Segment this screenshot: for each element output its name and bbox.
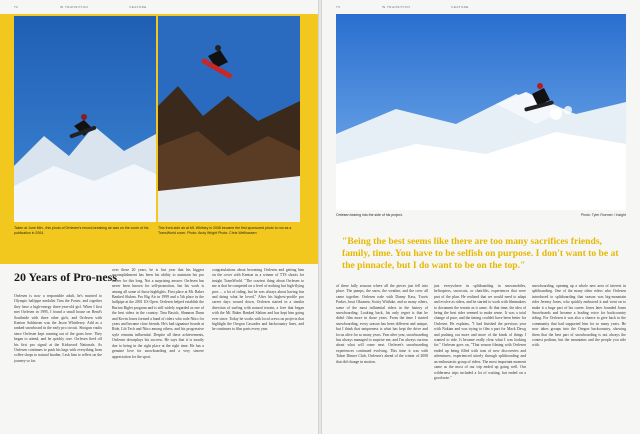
left-column-2: over these 20 years, he is lost year that his biggest accomplishment has been his ability to maintain his pro career for this long. Not a surprising answer. Orrlesen has never been known for self-promotion, but his work is among all some of those highlights. First place at Mt. Baker Banked Slalom. Pro Big Air in 1999 and a 5th place in the halfpipe at the 2001 US Open. Orrlesen helped establish the Burton Riglet program and is still widely regarded as one of the best riders in the country. Tina Basich, Shannon Dunn and Kevin Jones formed a band of riders who rode Nitro for years and became close friends. He's had signature boards at Ride, Lib Tech and Nitro among others, and his progressive style remains influential. Despite all these achievements, Orrlesen downplays his success. He says that it is mostly due to being in the right place at the right time. He has a genuine love for snowboarding and a very sincere appreciation for the sport. [112, 268, 204, 359]
photo2-credit-2: Photo: Chris Wellhausen [218, 230, 257, 235]
page-number: 72 [14, 5, 19, 9]
photo2-caption-text: This front-side air at Mt. Whitney in 2008 became the first sponsored photo to run as a TransWorld cover. [158, 226, 292, 235]
left-folio [14, 5, 187, 9]
photo1-caption: Taken at June Mtn., this photo of Orrlesen's record-breaking air was on the cover of his publication in 2004. [14, 226, 149, 235]
right-page [322, 0, 640, 434]
right-column-1: of these fully seasons where all the pieces just fell into place. The pumps, the snow, the weather, and the crew all came together. Orrlesen rode with Danny Kass, Travis Parker, Jussi Oksanen, Scotty Wittlake, and so many others, some of the most influential riders in the history of snowboarding. Looking back, his only regret is that he didn't film more in those years. From the time I started snowboarding, every season has been different and unique, but I think that uniqueness is what has kept the drive and focus alive for so many years. Year after year, snowboarding has always managed to surprise me, and I'm always curious about what will come next. Orrlesen's snowboarding experiences continued evolving. This time it was with Tahoe Dinner Club, Orrlesen's ahead of the winter of 2008 that did change in motion. [336, 284, 428, 364]
right-column-2: just everywhere in splitboarding in snowmobiles, helicopters, snowcats, or chairlifts, experiences that were part of the plan. He realized that we would need to adapt and evolve as riders, and he started to work with filmmakers to document the terrain as it came. At that time, the idea of being the best rider seemed to make sense. It was a total change of pace, and the timing couldn't have been better for Orrlesen. He explains, "I had finished the previous year with Nokian and was trying to film a part for Mack Dawg and pushing out more and more of the kinds of things I wanted to ride. It became really clear what I was looking for." Orrlesen goes on, "That season filming with Orrlesen ended up being filled with tons of new discoveries and adventures, experienced utterly through splitboarding and an enthusiastic group of riders. The most important moment came as the most of our trip ended up going well. Our wilderness trips included a lot of waiting, but ended on a good note." [434, 284, 526, 380]
right-folio [336, 5, 509, 9]
snowboarder-powder-photo [336, 14, 626, 210]
section-label: IN TRANSITION [381, 5, 411, 9]
snowboarder-rock-photo [158, 16, 300, 222]
section-label: IN TRANSITION [59, 5, 89, 9]
category-label: FEATURE [129, 5, 147, 9]
left-column-1: Orrlesen is now a responsible adult, he's married to Olympic halfpipe medalist Tina the Foster, and together they have a high-energy three-year-old girl. When I first met Orrlesen in 1995, I found a small house on Bend's Southside with three other girls, and Orrlesen with Kenton Sahlstrom was the Jason Whittlesey. Add as a ranked snowboard in the early pro circuit. Shotgun vaults since Orrlesen kept running out of the grass here. They began to attend, and he quickly rose. Orrlesen fired off his first pro signal at the Kirkwood Nationals. As Orrlesen continues to push his hags with everything from coffee shops to natural burden, I ask him to reflect on the journey so far. [14, 294, 102, 363]
page-number: 73 [336, 5, 341, 9]
category-label: FEATURE [451, 5, 469, 9]
photo2-caption [158, 226, 298, 235]
photo3-caption: Orrlesen tearing into the side of his project. [336, 213, 403, 217]
left-page [0, 0, 318, 434]
left-column-3: congratulations about becoming Orrlesen and getting him on the cover with Kenton as a winner of TTS shoots for insight TransWorld. "The craziest thing about Orrlesen to me is that he competed on a level of nothing but high-flying pros ... a lot of riding, but he was always about having fun and doing what he loved." After his highest-profile pro career days wound down, Orrlesen started in a similar direction of surfing with natural terrain, a love that began with the Mt. Baker Banked Slalom and has kept him going ever since. Today he works with local crews on projects that highlight the Oregon Cascades and backcountry lines, and he continues to film parts every year. [212, 268, 304, 332]
photo3-credit: Photo: Tyler Roemer / Insight [580, 213, 626, 217]
snowboarder-sky-photo [14, 16, 156, 222]
pull-quote: "Being the best seems like there are too many sacrifices friends, family, time. You have to be selfish on purpose. I don't want to be at the pinnacle, but I do want to be on the top." [342, 236, 619, 271]
section-heading: 20 Years of Pro-ness [14, 270, 117, 284]
photo2-credit: Photo: Andy Wright [187, 230, 218, 235]
right-column-3: snowboarding, opening up a whole new area of interest in splitboarding. One of the many other riders who Orrlesen introduced to splitboarding that season was big-mountain rider Jeremy Jones, who quickly embraced it and went on to make it a huge part of his career. Jones later founded Jones Snowboards and became a leading voice for backcountry riding. For Orrlesen it was also a chance to give back to the community that had supported him for so many years. He now takes groups into the Oregon backcountry, showing them that the best part of snowboarding is not always the contest podium, but the mountains and the people you ride with. [532, 284, 626, 348]
